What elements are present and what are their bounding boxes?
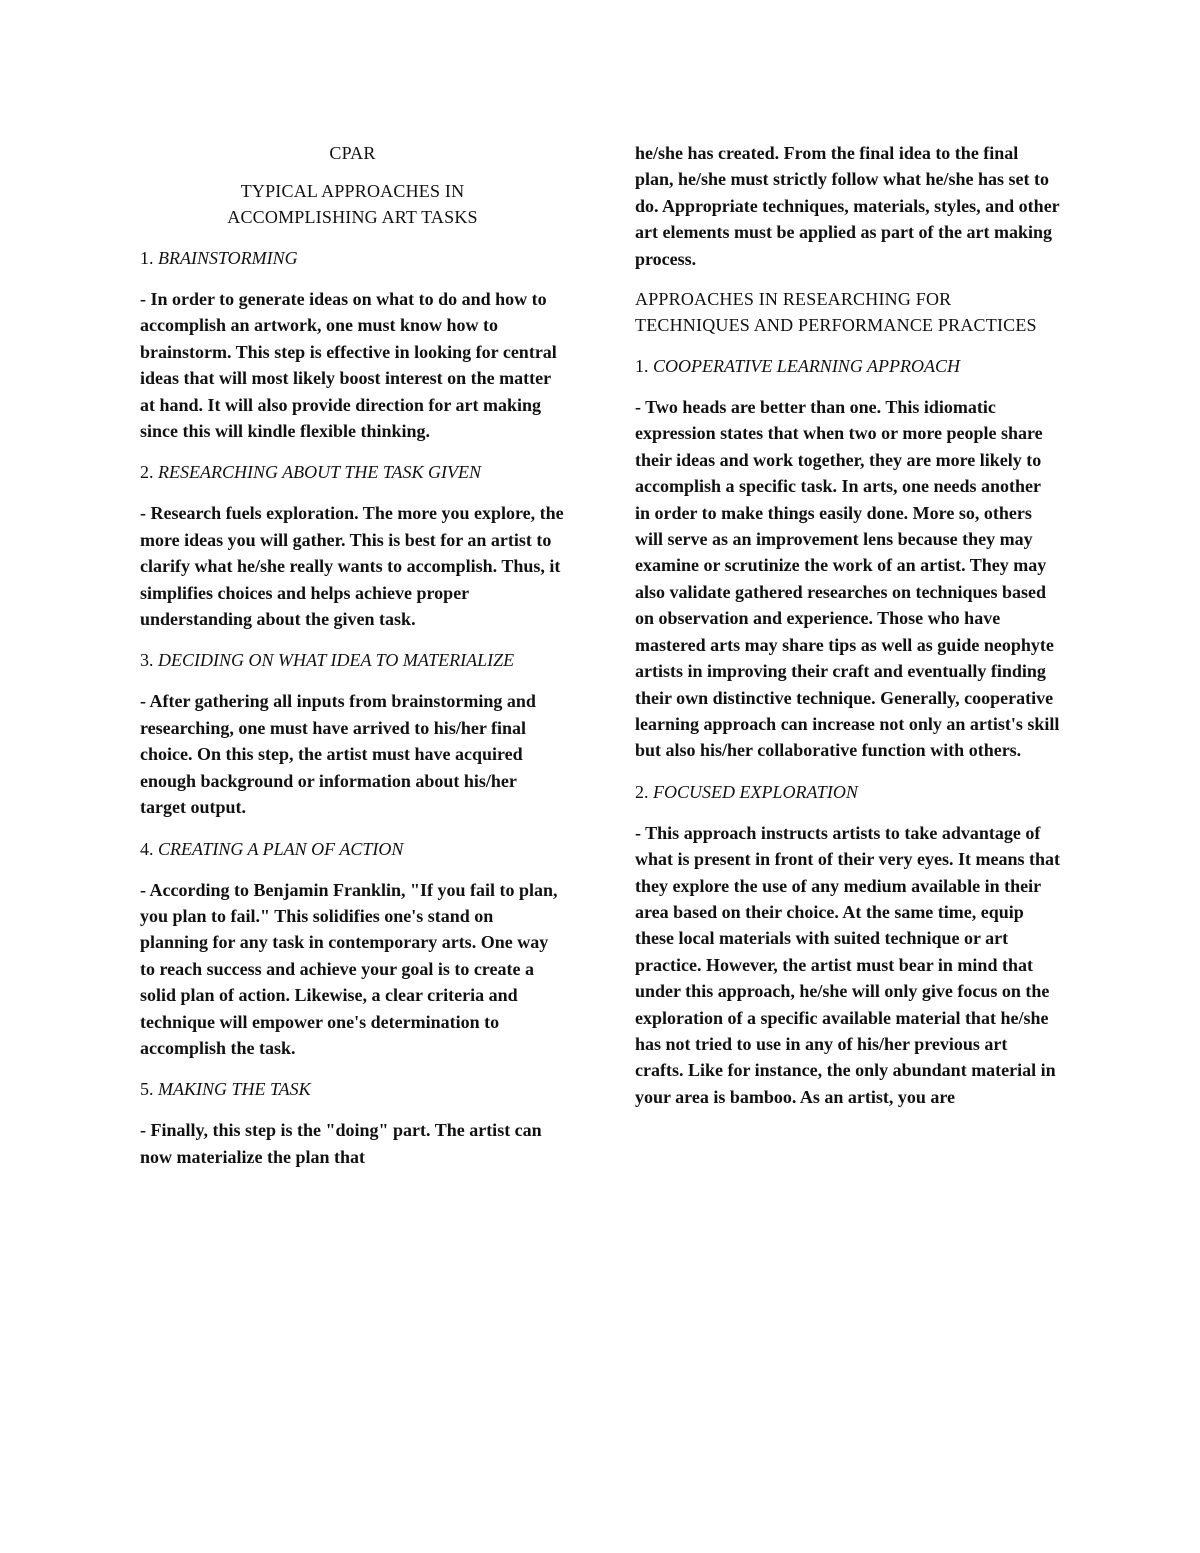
item-title: DECIDING ON WHAT IDEA TO MATERIALIZE	[158, 650, 515, 671]
item-number: 2.	[140, 462, 154, 483]
right-column	[635, 140, 1060, 1124]
item-number: 1.	[140, 248, 154, 268]
item-heading-brainstorming	[140, 244, 565, 272]
item-heading-cooperative-learning	[635, 352, 1060, 380]
item-body-deciding: - After gathering all inputs from brainstorming and researching, one must have arrived to his/her final choice. On this step, the artist must have acquired enough background or information about his/her target output.	[140, 691, 536, 818]
document-heading	[140, 178, 565, 230]
item-number: 2.	[635, 781, 649, 802]
item-body-brainstorming: - In order to generate ideas on what to do and how to accomplish an artwork, one must know how to brainstorm. This step is effective in looking for central ideas that will most likely boost interest on the matter at hand. It will also provide direction for art making since this will kindle flexible thinking.	[140, 289, 557, 442]
item-title: RESEARCHING ABOUT THE TASK GIVEN	[158, 462, 481, 483]
item-body-researching: - Research fuels exploration. The more you explore, the more ideas you will gather. This is best for an artist to clarify what he/she really wants to accomplish. Thus, it simplifies choices and helps achieve proper understanding about the given task.	[140, 503, 564, 630]
item-title: MAKING THE TASK	[158, 1079, 311, 1100]
item-body-plan-of-action: - According to Benjamin Franklin, "If you fail to plan, you plan to fail." This solidifies one's stand on planning for any task in contemporary arts. One way to reach success and achieve your goal is to create a solid plan of action. Likewise, a clear criteria and technique will empower one's determination to accomplish the task.	[140, 879, 558, 1058]
item-title: CREATING A PLAN OF ACTION	[158, 838, 404, 859]
item-heading-making-the-task	[140, 1075, 565, 1103]
document-title: CPAR	[329, 143, 376, 163]
item-number: 4.	[140, 838, 154, 859]
item-heading-plan-of-action	[140, 835, 565, 863]
continuation-paragraph: he/she has created. From the final idea to the final plan, he/she must strictly follow what he/she has set to do. Appropriate techniques, materials, styles, and other art elements must be applied as part of the art making process.	[635, 143, 1060, 269]
item-body-making-the-task: - Finally, this step is the "doing" part. The artist can now materialize the plan that	[140, 1120, 542, 1167]
item-title: BRAINSTORMING	[158, 248, 298, 268]
item-heading-focused-exploration	[635, 778, 1060, 806]
item-number: 3.	[140, 650, 154, 671]
item-body-focused-exploration: - This approach instructs artists to take advantage of what is present in front of their very eyes. It means that they explore the use of any medium available in their area based on their choice. At the same time, equip these local materials with suited technique or art practice. However, the artist must bear in mind that under this approach, he/she will only give focus on the exploration of a specific available material that he/she has not tried to use in any of his/her previous art crafts. Like for instance, the only abundant material in your area is bamboo. As an artist, you are	[635, 822, 1060, 1107]
document-heading-line1: TYPICAL APPROACHES IN	[240, 181, 465, 201]
item-heading-deciding	[140, 646, 565, 674]
left-column	[140, 140, 565, 1184]
document-heading-line2: ACCOMPLISHING ART TASKS	[227, 207, 478, 227]
item-heading-researching	[140, 458, 565, 486]
item-title: COOPERATIVE LEARNING APPROACH	[653, 356, 960, 377]
item-number: 5.	[140, 1079, 154, 1100]
item-title: FOCUSED EXPLORATION	[653, 781, 858, 802]
section-heading: APPROACHES IN RESEARCHING FOR TECHNIQUES AND PERFORMANCE PRACTICES	[635, 289, 1037, 336]
item-number: 1.	[635, 356, 649, 377]
item-body-cooperative-learning: - Two heads are better than one. This idiomatic expression states that when two or more people share their ideas and work together, they are more likely to accomplish a specific task. In arts, one needs another in order to make things easily done. More so, others will serve as an improvement lens because they may examine or scrutinize the work of an artist. They may also validate gathered researches on techniques based on observation and experience. Those who have mastered arts may share tips as well as guide neophyte artists in improving their craft and eventually finding their own distinctive technique. Generally, cooperative learning approach can increase not only an artist's skill but also his/her collaborative function with others.	[635, 397, 1060, 761]
